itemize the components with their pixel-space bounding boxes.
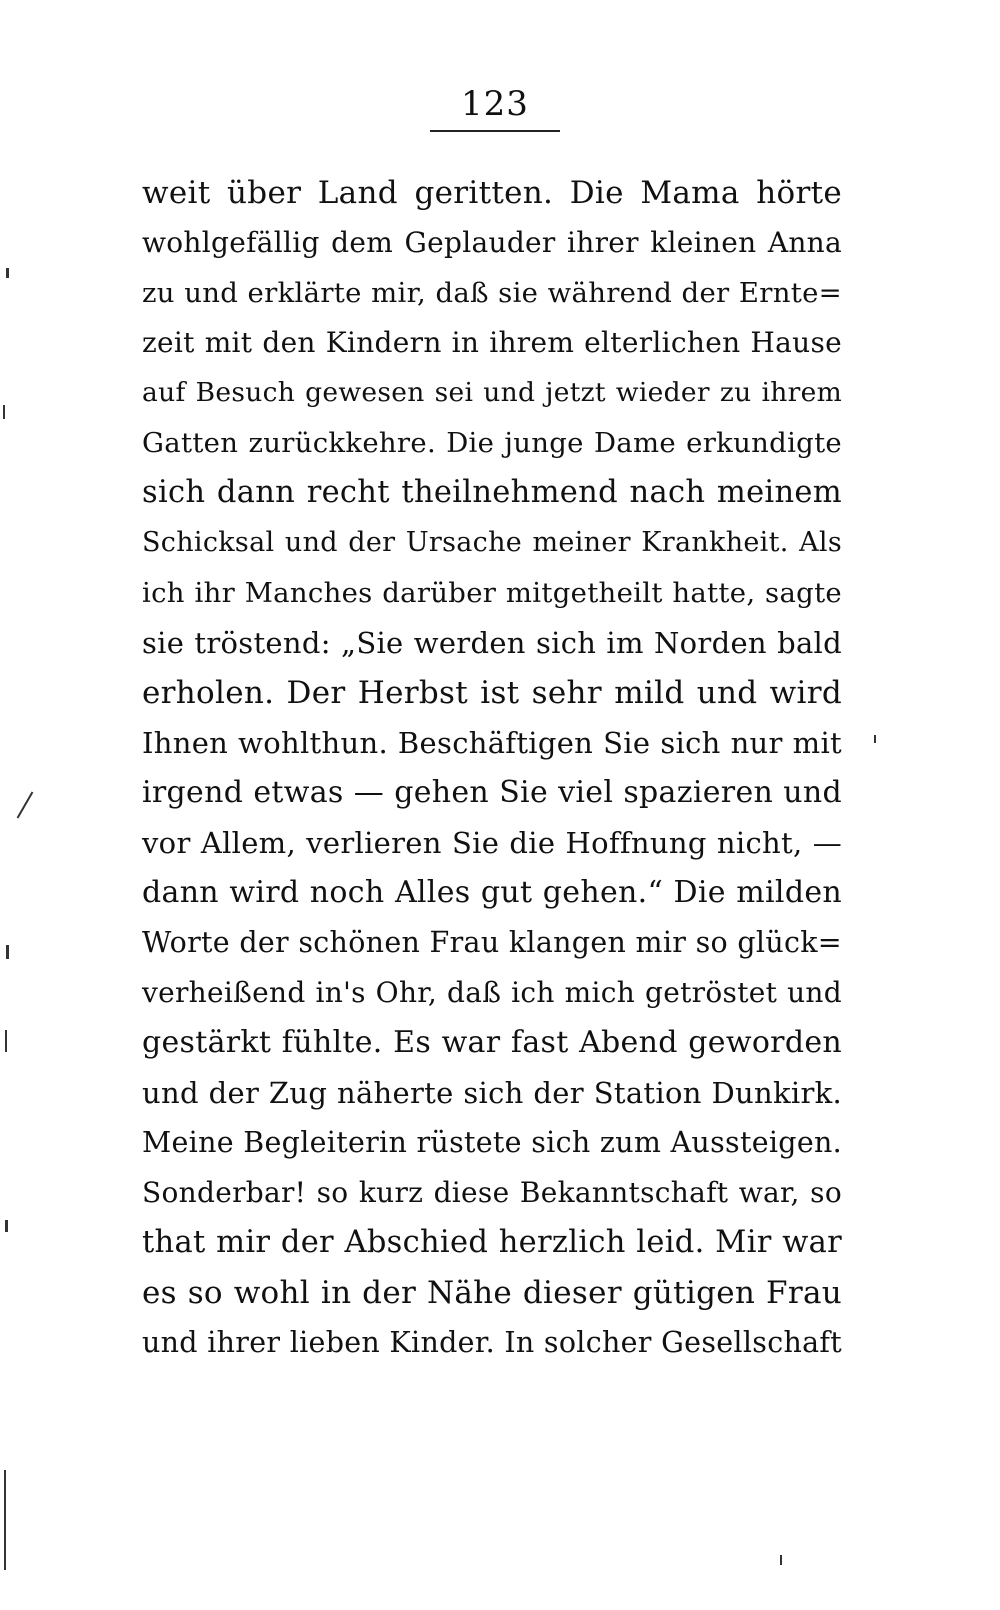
scan-speck — [874, 735, 876, 743]
text-line: that mir der Abschied herzlich leid. Mir war — [142, 1225, 842, 1260]
text-line: erholen. Der Herbst ist sehr mild und wird — [142, 675, 842, 711]
body-text — [142, 168, 842, 1368]
scan-speck — [17, 792, 34, 819]
text-line: zeit mit den Kindern in ihrem elterlichen Hause — [142, 326, 842, 359]
scan-speck — [6, 945, 9, 959]
page-number: 123 — [461, 84, 529, 124]
text-line: dann wird noch Alles gut gehen.“ Die milden — [142, 875, 842, 910]
header-rule — [430, 130, 560, 132]
text-line: und der Zug näherte sich der Station Dunkirk. — [142, 1076, 842, 1110]
text-line: auf Besuch gewesen sei und jetzt wieder zu ihrem — [142, 377, 842, 408]
text-line: verheißend in's Ohr, daß ich mich getröstet und — [142, 976, 842, 1009]
text-line: ich ihr Manches darüber mitgetheilt hatte, sagte — [142, 577, 842, 609]
text-line: Schicksal und der Ursache meiner Krankheit. Als — [142, 527, 842, 558]
text-line: irgend etwas — gehen Sie viel spazieren und — [142, 775, 842, 810]
scan-speck — [5, 1220, 8, 1232]
text-line: Meine Begleiterin rüstete sich zum Aussteigen. — [142, 1126, 842, 1159]
text-line: wohlgefällig dem Geplauder ihrer kleinen Anna — [142, 226, 842, 259]
text-line: sie tröstend: „Sie werden sich im Norden bald — [142, 626, 842, 660]
text-line: Gatten zurückkehre. Die junge Dame erkundigte — [142, 427, 842, 459]
scan-speck — [4, 1470, 6, 1570]
scan-speck — [3, 405, 5, 419]
text-line: weit über Land geritten. Die Mama hörte — [142, 175, 842, 211]
text-line: es so wohl in der Nähe dieser gütigen Frau — [142, 1275, 842, 1311]
text-line: Worte der schönen Frau klangen mir so glück= — [142, 926, 842, 959]
scan-speck — [780, 1555, 782, 1565]
text-line: vor Allem, verlieren Sie die Hoffnung nicht, — — [142, 826, 842, 860]
scan-speck — [6, 268, 9, 278]
text-line: zu und erklärte mir, daß sie während der Ernte= — [142, 277, 842, 309]
text-line: gestärkt fühlte. Es war fast Abend geworden — [142, 1025, 842, 1060]
scan-speck — [5, 1030, 7, 1052]
text-line: Ihnen wohlthun. Beschäftigen Sie sich nur mit — [142, 726, 842, 760]
text-line: sich dann recht theilnehmend nach meinem — [142, 475, 842, 510]
text-line: und ihrer lieben Kinder. In solcher Gesellschaft — [142, 1326, 842, 1359]
text-line: Sonderbar! so kurz diese Bekanntschaft war, so — [142, 1176, 842, 1209]
